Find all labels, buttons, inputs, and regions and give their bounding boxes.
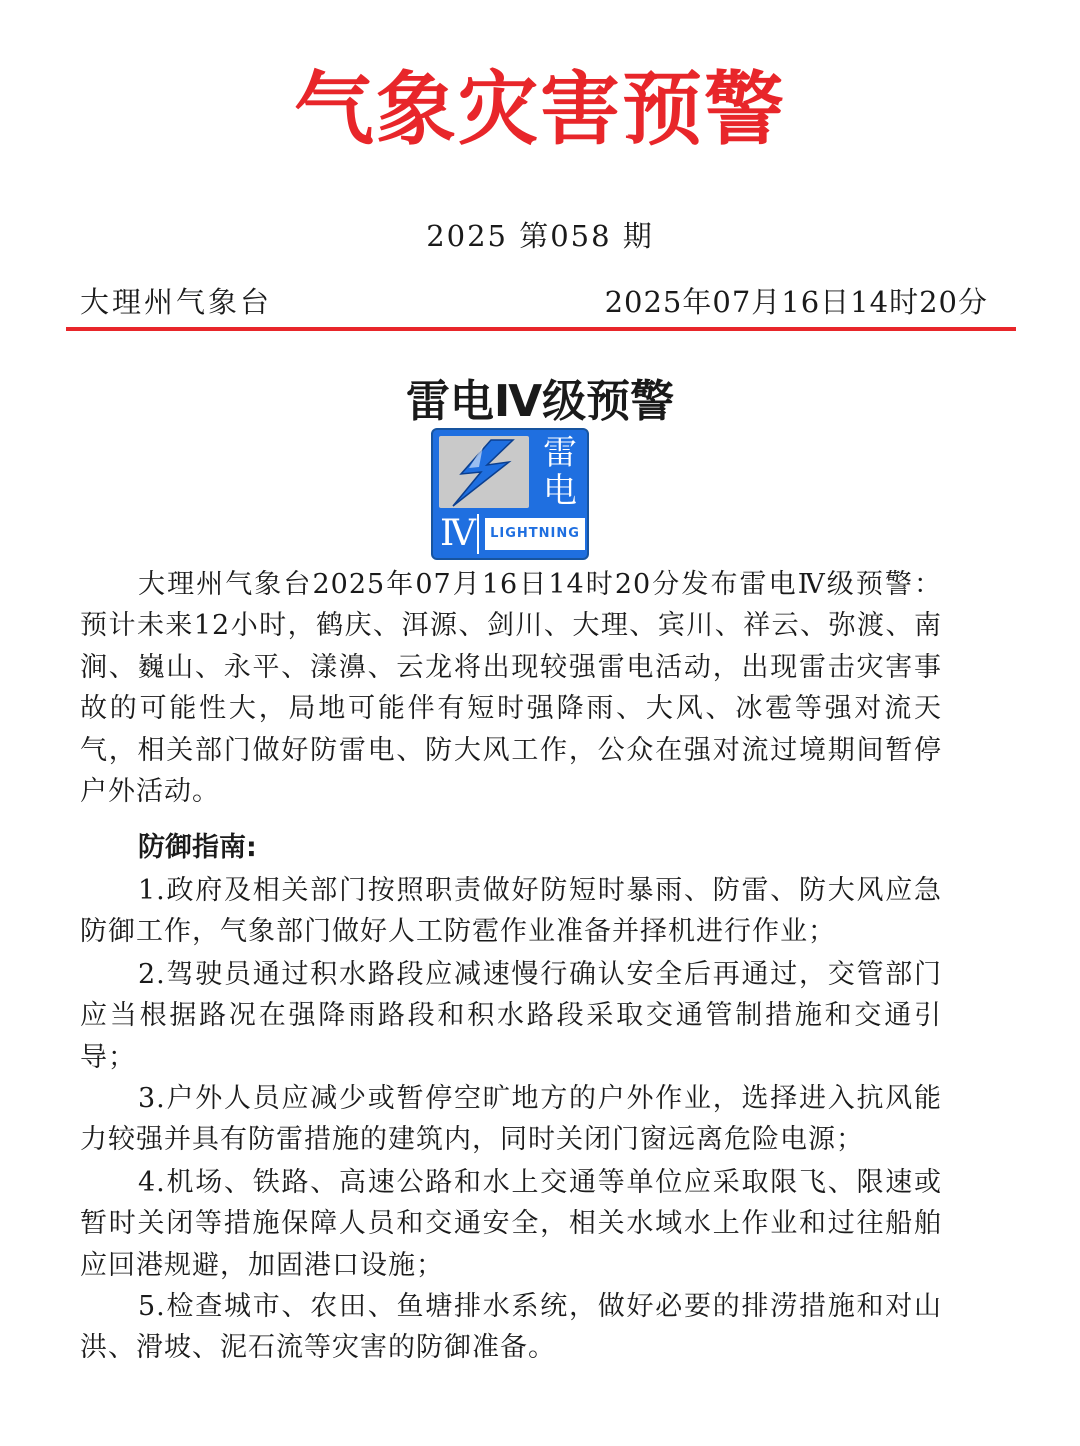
issue-number: 2025 第058 期 (426, 219, 654, 253)
badge-type-label (537, 434, 583, 510)
masthead-title: 气象灾害预警 (294, 63, 786, 156)
guide-item-5: 5.检查城市、农田、鱼塘排水系统，做好必要的排涝措施和对山洪、滑坡、泥石流等灾害的防御准备。 (80, 1291, 942, 1364)
guide-item-4: 4.机场、铁路、高速公路和水上交通等单位应采取限飞、限速或暂时关闭等措施保障人员和交通安全，相关水域水上作业和过往船舶应回港规避，加固港口设施； (80, 1167, 942, 1281)
issuer-name: 大理州气象台 (80, 285, 273, 319)
guide-item-1: 1.政府及相关部门按照职责做好防短时暴雨、防雷、防大风应急防御工作，气象部门做好人工防雹作业准备并择机进行作业； (80, 875, 942, 948)
badge-type-char-2: 电 (543, 471, 577, 511)
warning-badge (431, 428, 589, 560)
guide-item-2: 2.驾驶员通过积水路段应减速慢行确认安全后再通过，交管部门应当根据路况在强降雨路段和积水路段采取交通管制措施和交通引导； (80, 959, 942, 1073)
badge-level: Ⅳ (439, 514, 479, 554)
guide-title: 防御指南: (138, 832, 257, 863)
badge-type-char-1: 雷 (543, 433, 577, 473)
red-divider (66, 327, 1016, 331)
warning-title: 雷电Ⅳ级预警 (405, 376, 675, 427)
lightning-icon (439, 436, 529, 508)
warning-main-paragraph: 大理州气象台2025年07月16日14时20分发布雷电Ⅳ级预警：预计未来12小时，鹤庆、洱源、剑川、大理、宾川、祥云、弥渡、南涧、巍山、永平、漾濞、云龙将出现较强雷电活动，出现雷击灾害事故的可能性大，局地可能伴有短时强降雨、大风、冰雹等强对流天气，相关部门做好防雷电、防大风工作，公众在强对流过境期间暂停户外活动。 (80, 569, 942, 808)
guide-item-3: 3.户外人员应减少或暂停空旷地方的户外作业，选择进入抗风能力较强并具有防雷措施的建筑内，同时关闭门窗远离危险电源； (80, 1083, 942, 1156)
badge-english-label: LIGHTNING (485, 518, 585, 550)
issue-time: 2025年07月16日14时20分 (604, 285, 988, 319)
